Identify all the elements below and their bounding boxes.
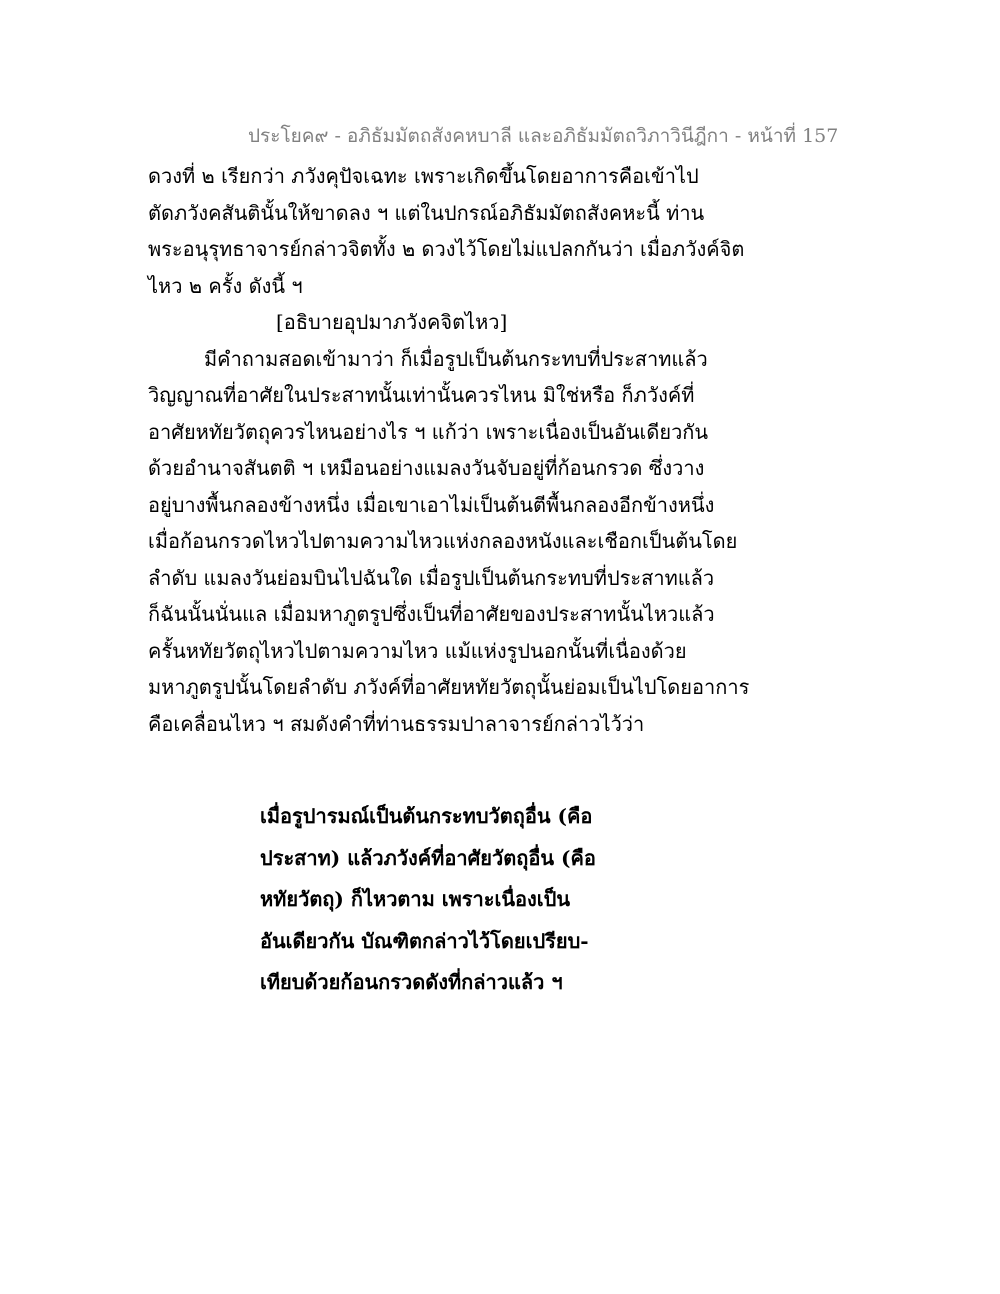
- text-line: พระอนุรุทธาจารย์กล่าวจิตทั้ง ๒ ดวงไว้โดยไม่แปลกกันว่า เมื่อภวังค์จิต: [148, 237, 745, 261]
- text-line: มหาภูตรูปนั้นโดยลำดับ ภวังค์ที่อาศัยหทัยวัตถุนั้นย่อมเป็นไปโดยอาการ: [148, 675, 750, 699]
- text-line: มีคำถามสอดเข้ามาว่า ก็เมื่อรูปเป็นต้นกระทบที่ประสาทแล้ว: [204, 346, 708, 371]
- text-line: คือเคลื่อนไหว ฯ สมดังคำที่ท่านธรรมปาลาจารย์กล่าวไว้ว่า: [148, 711, 645, 736]
- text-line: ตัดภวังคสันตินั้นให้ขาดลง ฯ แต่ในปกรณ์อภิธัมมัตถสังคหะนี้ ท่าน: [148, 200, 705, 225]
- text-line: ไหว ๒ ครั้ง ดังนี้ ฯ: [148, 273, 303, 298]
- text-line: ดวงที่ ๒ เรียกว่า ภวังคุปัจเฉทะ เพราะเกิดขึ้นโดยอาการคือเข้าไป: [148, 164, 699, 188]
- quote-line: ประสาท) แล้วภวังค์ที่อาศัยวัตถุอื่น (คือ: [260, 845, 596, 870]
- quote-line: หทัยวัตถุ) ก็ไหวตาม เพราะเนื่องเป็น: [260, 887, 571, 912]
- text-line: ครั้นหทัยวัตถุไหวไปตามความไหว แม้แห่งรูปนอกนั้นที่เนื่องด้วย: [148, 638, 687, 663]
- text-line: อาศัยหทัยวัตถุควรไหนอย่างไร ฯ แก้ว่า เพราะเนื่องเป็นอันเดียวกัน: [148, 419, 709, 444]
- text-line: ก็ฉันนั้นนั่นแล เมื่อมหาภูตรูปซึ่งเป็นที่อาศัยของประสาทนั้นไหวแล้ว: [148, 602, 715, 626]
- text-line: วิญญาณที่อาศัยในประสาทนั้นเท่านั้นควรไหน มิใช่หรือ ก็ภวังค์ที่: [148, 383, 695, 407]
- text-line: อยู่บางพื้นกลองข้างหนึ่ง เมื่อเขาเอาไม่เป็นต้นตีพื้นกลองอีกข้างหนึ่ง: [148, 492, 715, 517]
- page-header: ประโยค๙ - อภิธัมมัตถสังคหบาลี และอภิธัมมัตถวิภาวินีฎีกา - หน้าที่ 157: [248, 125, 839, 147]
- text-line: ด้วยอำนาจสันตติ ฯ เหมือนอย่างแมลงวันจับอยู่ที่ก้อนกรวด ซึ่งวาง: [148, 456, 705, 480]
- text-line: ลำดับ แมลงวันย่อมบินไปฉันใด เมื่อรูปเป็นต้นกระทบที่ประสาทแล้ว: [148, 565, 715, 590]
- text-line: เมื่อก้อนกรวดไหวไปตามความไหวแห่งกลองหนังและเชือกเป็นต้นโดย: [148, 529, 738, 553]
- body-text: [148, 158, 768, 742]
- quote-line: เทียบด้วยก้อนกรวดดังที่กล่าวแล้ว ฯ: [260, 970, 563, 995]
- block-quote: [260, 796, 680, 1004]
- quote-line: อันเดียวกัน บัณฑิตกล่าวไว้โดยเปรียบ-: [260, 928, 589, 953]
- quote-line: เมื่อรูปารมณ์เป็นต้นกระทบวัตถุอื่น (คือ: [260, 804, 593, 828]
- section-heading: [อธิบายอุปมาภวังคจิตไหว]: [276, 310, 508, 334]
